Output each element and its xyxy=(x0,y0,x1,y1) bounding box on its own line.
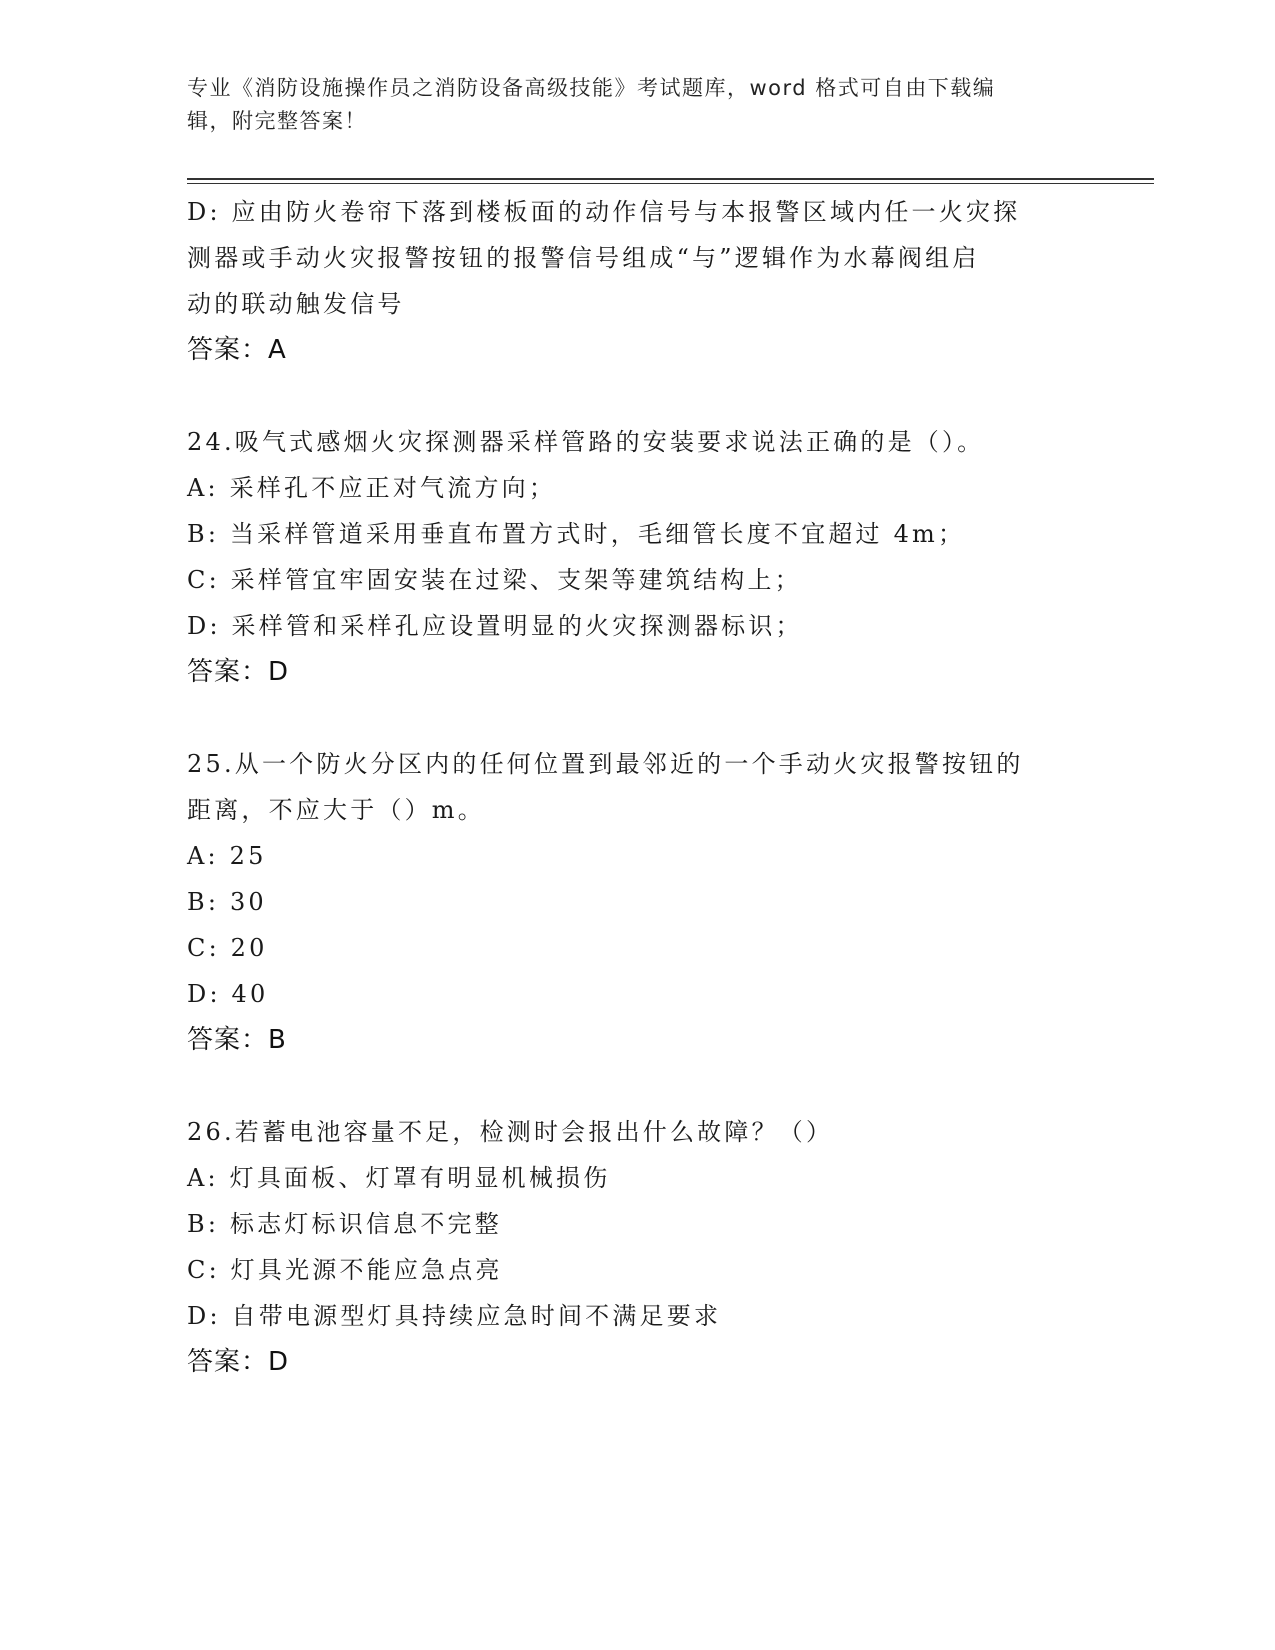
spacer xyxy=(187,695,1087,741)
question-stem: 24.吸气式感烟火灾探测器采样管路的安装要求说法正确的是（）。 xyxy=(187,428,985,456)
spacer xyxy=(187,1063,1087,1109)
header-rule-thin xyxy=(187,183,1154,184)
question-stem: 25.从一个防火分区内的任何位置到最邻近的一个手动火灾报警按钮的 xyxy=(187,750,1024,778)
document-header xyxy=(187,72,1067,138)
option-a: A: 灯具面板、灯罩有明显机械损伤 xyxy=(187,1164,611,1192)
header-line-1: 专业《消防设施操作员之消防设备高级技能》考试题库，word 格式可自由下载编 xyxy=(187,76,996,100)
option-d: D: 采样管和采样孔应设置明显的火灾探测器标识； xyxy=(187,612,803,640)
option-d-line: D: 应由防火卷帘下落到楼板面的动作信号与本报警区域内任一火灾探 xyxy=(187,198,1021,226)
option-d: D: 40 xyxy=(187,980,269,1008)
option-c: C: 采样管宜牢固安装在过梁、支架等建筑结构上； xyxy=(187,566,802,594)
question-23-fragment xyxy=(187,189,1087,373)
option-c: C: 灯具光源不能应急点亮 xyxy=(187,1256,503,1284)
question-25 xyxy=(187,741,1087,1063)
answer-line: 答案：A xyxy=(187,335,287,365)
option-d-line: 测器或手动火灾报警按钮的报警信号组成“与”逻辑作为水幕阀组启 xyxy=(187,244,980,272)
option-a: A: 25 xyxy=(187,842,267,870)
option-b: B: 30 xyxy=(187,888,267,916)
answer-line: 答案：D xyxy=(187,657,290,687)
answer-line: 答案：B xyxy=(187,1025,287,1055)
question-content xyxy=(187,189,1087,1385)
option-b: B: 当采样管道采用垂直布置方式时，毛细管长度不宜超过 4m； xyxy=(187,520,966,548)
spacer xyxy=(187,373,1087,419)
option-c: C: 20 xyxy=(187,934,268,962)
option-b: B: 标志灯标识信息不完整 xyxy=(187,1210,502,1238)
question-stem: 距离，不应大于（）m。 xyxy=(187,796,485,824)
option-a: A: 采样孔不应正对气流方向； xyxy=(187,474,557,502)
header-rule-thick xyxy=(187,178,1154,180)
question-24 xyxy=(187,419,1087,695)
question-26 xyxy=(187,1109,1087,1385)
header-line-2: 辑，附完整答案！ xyxy=(187,109,367,133)
answer-line: 答案：D xyxy=(187,1347,290,1377)
question-stem: 26.若蓄电池容量不足，检测时会报出什么故障？（） xyxy=(187,1118,834,1146)
option-d-line: 动的联动触发信号 xyxy=(187,290,405,318)
option-d: D: 自带电源型灯具持续应急时间不满足要求 xyxy=(187,1302,722,1330)
